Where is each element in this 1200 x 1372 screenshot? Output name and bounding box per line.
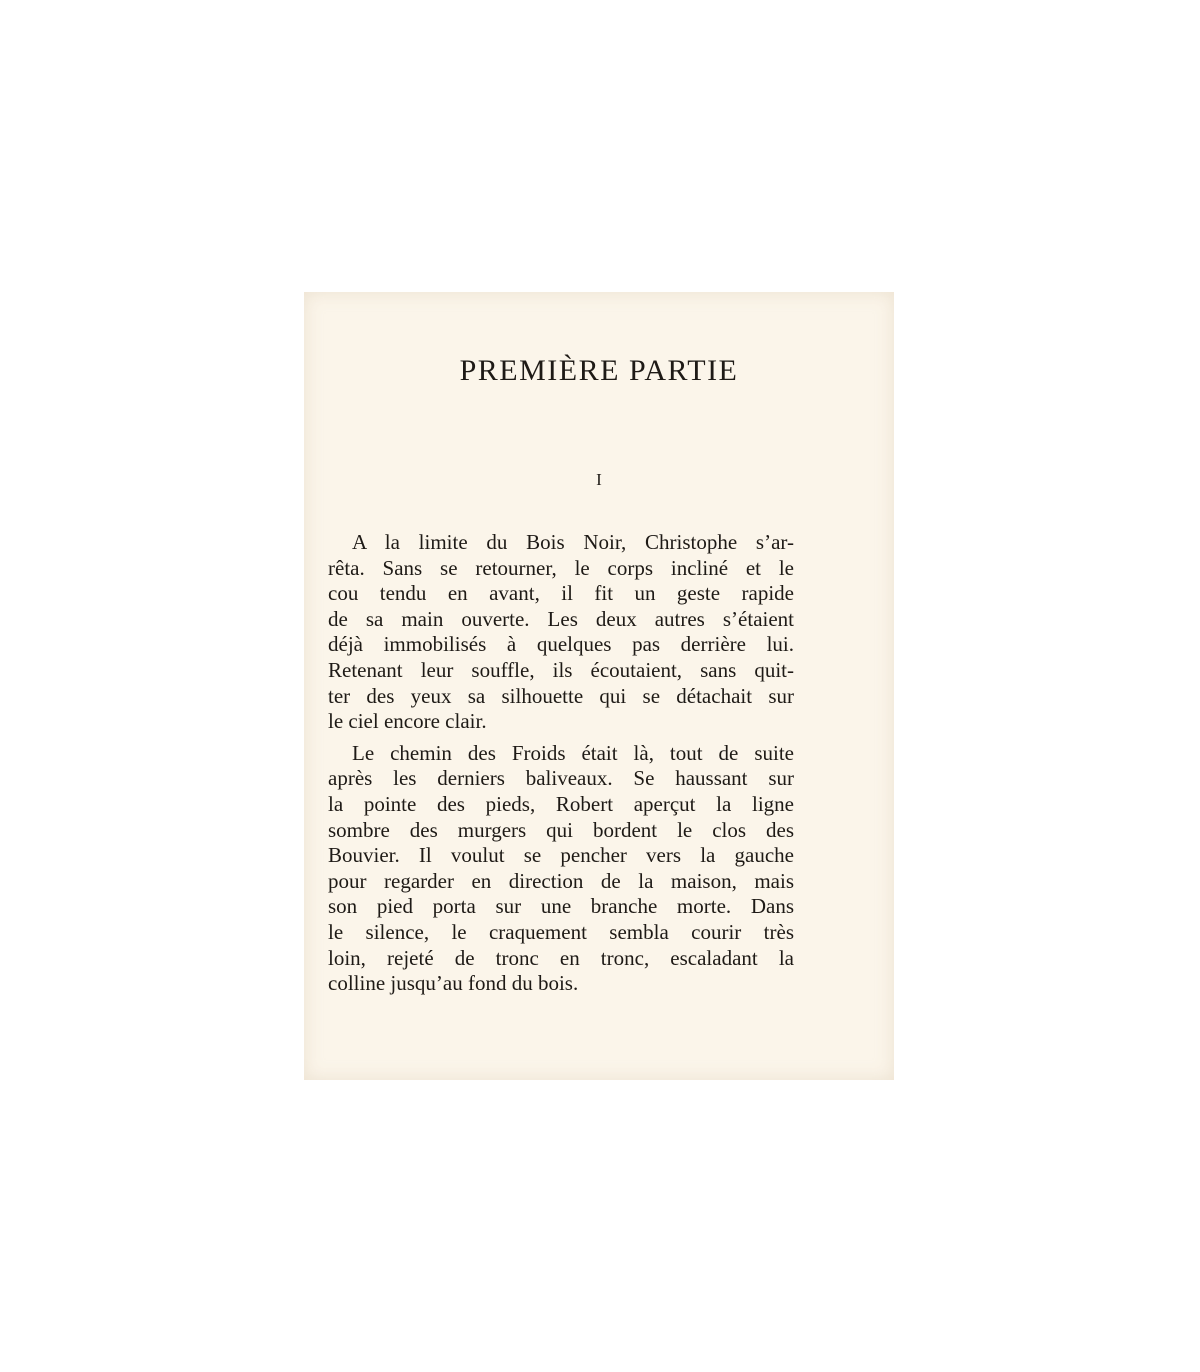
text-line: le ciel encore clair. [328,709,487,734]
text-line: ter des yeux sa silhouette qui se détachait sur [328,683,794,708]
text-line: A la limite du Bois Noir, Christophe s’ar- [352,530,794,554]
text-line: Bouvier. Il voulut se pencher vers la gauche [328,843,794,868]
text-line: Le chemin des Froids était là, tout de suite [352,740,794,765]
part-title: PREMIÈRE PARTIE [459,354,739,387]
paragraph-1 [328,530,794,735]
text-line: sombre des murgers qui bordent le clos des [328,817,794,842]
book-page [304,292,894,1080]
text-line: Retenant leur souffle, ils écoutaient, sans quit- [328,657,794,682]
text-line: cou tendu en avant, il fit un geste rapide [328,581,794,606]
text-line: déjà immobilisés à quelques pas derrière lui. [328,632,794,657]
paragraph-2 [328,741,794,997]
text-line: pour regarder en direction de la maison, mais [328,868,794,893]
text-line: le silence, le craquement sembla courir très [328,919,794,944]
text-line: colline jusqu’au fond du bois. [328,971,579,996]
text-line: rêta. Sans se retourner, le corps incliné et le [328,555,794,580]
text-line: son pied porta sur une branche morte. Dans [328,894,794,919]
text-line: de sa main ouverte. Les deux autres s’étaient [328,606,794,631]
text-line: après les derniers baliveaux. Se haussant sur [328,766,794,791]
chapter-number: I [596,470,602,489]
body-text [328,530,794,997]
text-line: loin, rejeté de tronc en tronc, escaladant la [328,945,794,970]
text-line: la pointe des pieds, Robert aperçut la ligne [328,791,794,816]
